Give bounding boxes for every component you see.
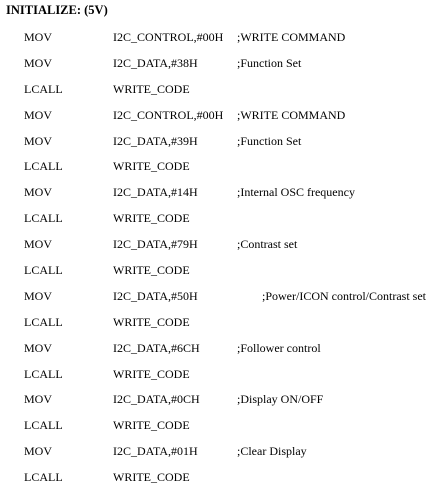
instruction-operand: WRITE_CODE: [113, 81, 190, 96]
instruction-operand: WRITE_CODE: [113, 159, 190, 174]
code-line: [0, 336, 447, 362]
instruction-mnemonic: MOV: [24, 237, 53, 252]
instruction-comment: ;Contrast set: [237, 237, 298, 252]
instruction-operand: I2C_DATA,#50H: [113, 288, 198, 303]
code-line: [0, 103, 447, 129]
instruction-operand: WRITE_CODE: [113, 314, 190, 329]
code-line: [0, 51, 447, 77]
instruction-mnemonic: MOV: [24, 133, 53, 148]
instruction-mnemonic: LCALL: [24, 470, 63, 485]
instruction-operand: I2C_DATA,#6CH: [113, 340, 200, 355]
instruction-operand: I2C_DATA,#79H: [113, 237, 198, 252]
instruction-comment: ;Follower control: [237, 340, 321, 355]
code-listing: [0, 25, 447, 491]
code-line: [0, 362, 447, 388]
code-line: [0, 439, 447, 465]
code-line: [0, 25, 447, 51]
instruction-mnemonic: MOV: [24, 392, 53, 407]
instruction-operand: WRITE_CODE: [113, 211, 190, 226]
instruction-mnemonic: LCALL: [24, 81, 63, 96]
instruction-operand: I2C_CONTROL,#00H: [113, 107, 224, 122]
code-line: [0, 154, 447, 180]
instruction-mnemonic: MOV: [24, 185, 53, 200]
instruction-operand: WRITE_CODE: [113, 470, 190, 485]
instruction-comment: ;Power/ICON control/Contrast set: [262, 288, 426, 303]
code-line: [0, 77, 447, 103]
section-heading: INITIALIZE: (5V): [6, 3, 108, 17]
instruction-mnemonic: LCALL: [24, 211, 63, 226]
instruction-comment: ;Clear Display: [237, 444, 307, 459]
instruction-mnemonic: MOV: [24, 55, 53, 70]
code-line: [0, 129, 447, 155]
instruction-comment: ;WRITE COMMAND: [237, 30, 346, 44]
code-line: [0, 310, 447, 336]
instruction-mnemonic: MOV: [24, 107, 53, 122]
code-line: [0, 206, 447, 232]
instruction-comment: ;WRITE COMMAND: [237, 107, 346, 122]
instruction-operand: WRITE_CODE: [113, 418, 190, 433]
instruction-comment: ;Function Set: [237, 55, 302, 70]
instruction-mnemonic: LCALL: [24, 366, 63, 381]
instruction-mnemonic: LCALL: [24, 159, 63, 174]
instruction-operand: I2C_DATA,#14H: [113, 185, 198, 200]
instruction-comment: ;Display ON/OFF: [237, 392, 324, 407]
instruction-operand: I2C_DATA,#39H: [113, 133, 198, 148]
instruction-mnemonic: MOV: [24, 340, 53, 355]
instruction-mnemonic: LCALL: [24, 263, 63, 278]
instruction-mnemonic: MOV: [24, 444, 53, 459]
code-line: [0, 258, 447, 284]
code-line: [0, 413, 447, 439]
instruction-operand: I2C_DATA,#38H: [113, 55, 198, 70]
code-line: [0, 465, 447, 491]
instruction-mnemonic: LCALL: [24, 418, 63, 433]
instruction-operand: I2C_DATA,#0CH: [113, 392, 200, 407]
instruction-operand: WRITE_CODE: [113, 366, 190, 381]
code-line: [0, 232, 447, 258]
instruction-mnemonic: LCALL: [24, 314, 63, 329]
instruction-mnemonic: MOV: [24, 288, 53, 303]
code-line: [0, 387, 447, 413]
instruction-operand: WRITE_CODE: [113, 263, 190, 278]
instruction-mnemonic: MOV: [24, 30, 53, 44]
code-line: [0, 284, 447, 310]
instruction-operand: I2C_DATA,#01H: [113, 444, 198, 459]
instruction-comment: ;Function Set: [237, 133, 302, 148]
code-line: [0, 180, 447, 206]
instruction-comment: ;Internal OSC frequency: [237, 185, 355, 200]
instruction-operand: I2C_CONTROL,#00H: [113, 30, 224, 44]
